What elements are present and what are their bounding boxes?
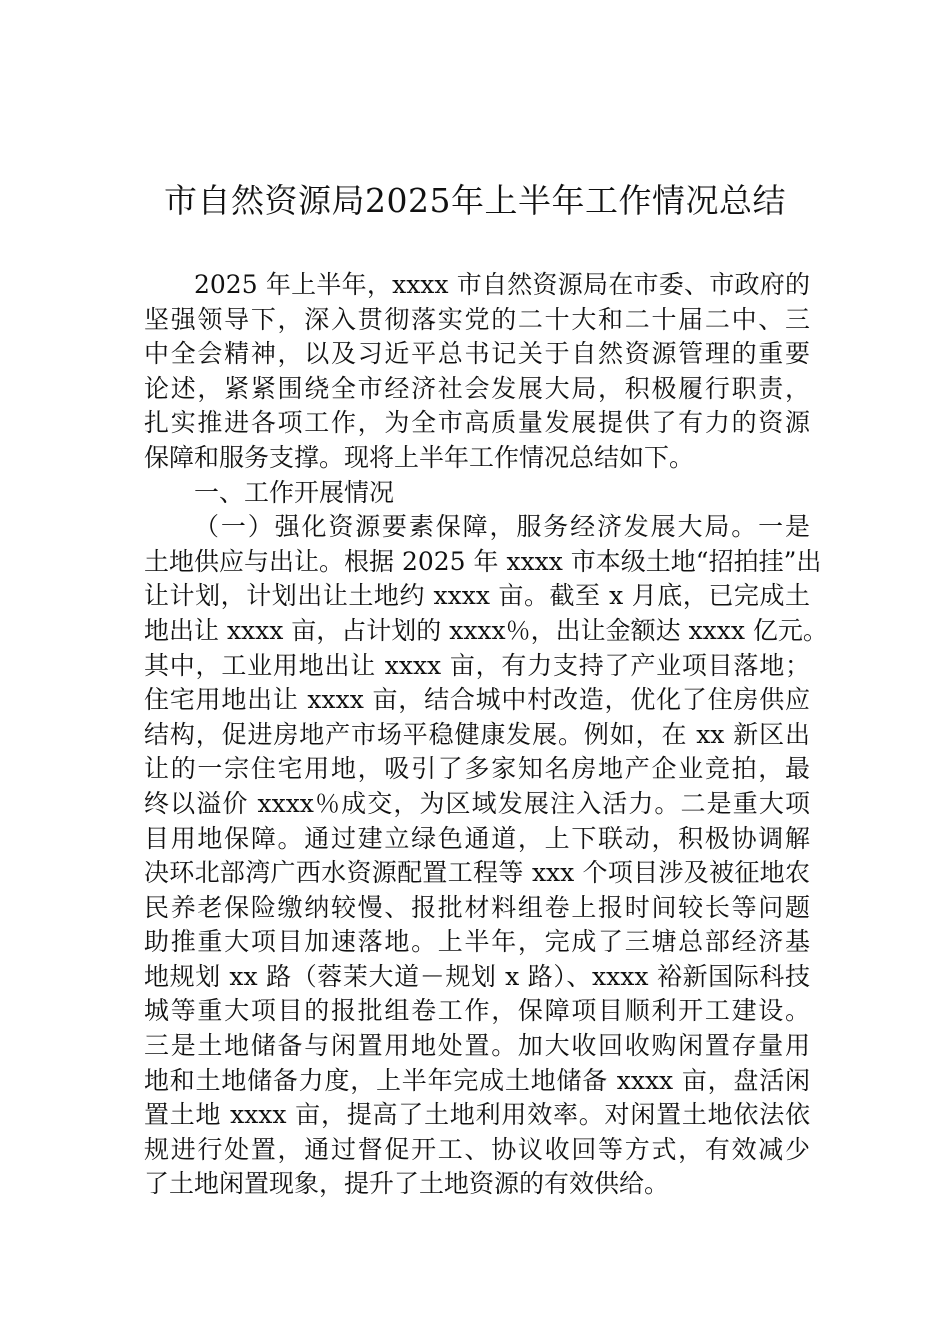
paragraph-line: 保障和服务支撑。现将上半年工作情况总结如下。 bbox=[144, 442, 695, 472]
paragraph-line: 民养老保险缴纳较慢、报批材料组卷上报时间较长等问题 bbox=[144, 892, 810, 922]
paragraph-line: 让计划，计划出让土地约 xxxx 亩。截至 x 月底，已完成土 bbox=[144, 581, 810, 611]
paragraph-line: 了土地闲置现象，提升了土地资源的有效供给。 bbox=[144, 1169, 670, 1199]
paragraph-line: 结构，促进房地产市场平稳健康发展。例如，在 xx 新区出 bbox=[144, 719, 810, 749]
paragraph-line: 让的一宗住宅用地，吸引了多家知名房地产企业竞拍，最 bbox=[144, 754, 810, 784]
section-heading: 一、工作开展情况 bbox=[194, 477, 395, 507]
paragraph-line: 地和土地储备力度，上半年完成土地储备 xxxx 亩，盘活闲 bbox=[144, 1065, 810, 1095]
document-body bbox=[144, 268, 828, 1202]
paragraph-line: （一）强化资源要素保障，服务经济发展大局。一是 bbox=[194, 512, 810, 542]
paragraph-line: 扎实推进各项工作，为全市高质量发展提供了有力的资源 bbox=[144, 408, 810, 438]
paragraph-line: 三是土地储备与闲置用地处置。加大收回收购闲置存量用 bbox=[144, 1031, 810, 1061]
paragraph-line: 助推重大项目加速落地。上半年，完成了三塘总部经济基 bbox=[144, 927, 810, 957]
document-title: 市自然资源局2025年上半年工作情况总结 bbox=[164, 181, 786, 220]
paragraph-line: 论述，紧紧围绕全市经济社会发展大局，积极履行职责， bbox=[144, 373, 810, 403]
paragraph-line: 其中，工业用地出让 xxxx 亩，有力支持了产业项目落地； bbox=[144, 650, 810, 680]
paragraph-line: 城等重大项目的报批组卷工作，保障项目顺利开工建设。 bbox=[144, 996, 810, 1026]
paragraph-line: 地出让 xxxx 亩，占计划的 xxxx％，出让金额达 xxxx 亿元。 bbox=[144, 615, 828, 645]
paragraph-line: 坚强领导下，深入贯彻落实党的二十大和二十届二中、三 bbox=[144, 304, 810, 334]
paragraph-line: 地规划 xx 路（蓉茉大道－规划 x 路）、xxxx 裕新国际科技 bbox=[144, 961, 810, 991]
paragraph-line: 决环北部湾广西水资源配置工程等 xxx 个项目涉及被征地农 bbox=[144, 858, 810, 888]
paragraph-line: 终以溢价 xxxx％成交，为区域发展注入活力。二是重大项 bbox=[144, 788, 810, 818]
paragraph-line: 2025 年上半年，xxxx 市自然资源局在市委、市政府的 bbox=[194, 270, 810, 299]
paragraph-line: 置土地 xxxx 亩，提高了土地利用效率。对闲置土地依法依 bbox=[144, 1100, 810, 1130]
paragraph-line: 规进行处置，通过督促开工、协议收回等方式，有效减少 bbox=[144, 1134, 810, 1164]
paragraph-line: 目用地保障。通过建立绿色通道，上下联动，积极协调解 bbox=[144, 823, 810, 853]
paragraph-line: 土地供应与出让。根据 2025 年 xxxx 市本级土地“招拍挂”出 bbox=[144, 546, 822, 576]
paragraph-line: 中全会精神，以及习近平总书记关于自然资源管理的重要 bbox=[144, 339, 810, 369]
paragraph-line: 住宅用地出让 xxxx 亩，结合城中村改造，优化了住房供应 bbox=[144, 685, 810, 715]
